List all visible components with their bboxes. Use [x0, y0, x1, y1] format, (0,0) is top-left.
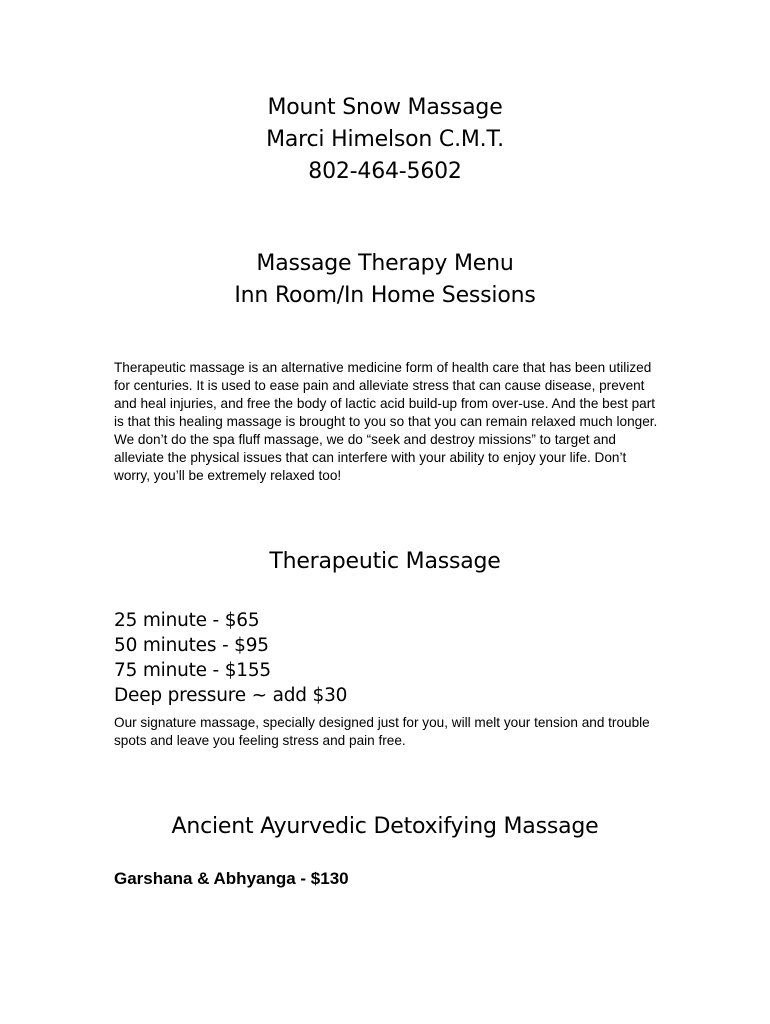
therapeutic-title: Therapeutic Massage	[269, 549, 501, 574]
business-header	[0, 92, 770, 188]
therapist-name: Marci Himelson C.M.T.	[266, 127, 504, 152]
price-item: Deep pressure ~ add $30	[114, 685, 348, 706]
ayurvedic-section-title	[0, 811, 770, 843]
menu-title-line1: Massage Therapy Menu	[256, 251, 514, 276]
ayurvedic-title: Ancient Ayurvedic Detoxifying Massage	[171, 814, 599, 839]
menu-title	[0, 248, 770, 312]
phone-number: 802-464-5602	[308, 159, 462, 184]
therapeutic-description: Our signature massage, specially designed just for you, will melt your tension and trouble spots and leave you feeling stress and pain free.	[114, 715, 650, 748]
price-item: 75 minute - $155	[114, 660, 271, 681]
business-name: Mount Snow Massage	[267, 95, 503, 120]
price-item: 25 minute - $65	[114, 610, 260, 631]
therapeutic-price-list	[114, 608, 347, 708]
price-item: 50 minutes - $95	[114, 635, 269, 656]
intro-paragraph: Therapeutic massage is an alternative medicine form of health care that has been utilized for centuries. It is used to ease pain and alleviate stress that can cause disease, prevent and heal injuries, and free the body of lactic acid build-up from over-use. And the best part is that this healing massage is brought to you so that you can remain relaxed much longer. We don’t do the spa fluff massage, we do “seek and destroy missions” to target and alleviate the physical issues that can interfere with your ability to enjoy your life. Don’t worry, you’ll be extremely relaxed too!	[114, 360, 658, 483]
therapeutic-section-title	[0, 546, 770, 578]
menu-title-line2: Inn Room/In Home Sessions	[234, 283, 536, 308]
ayurvedic-price-item: Garshana & Abhyanga - $130	[114, 869, 349, 888]
